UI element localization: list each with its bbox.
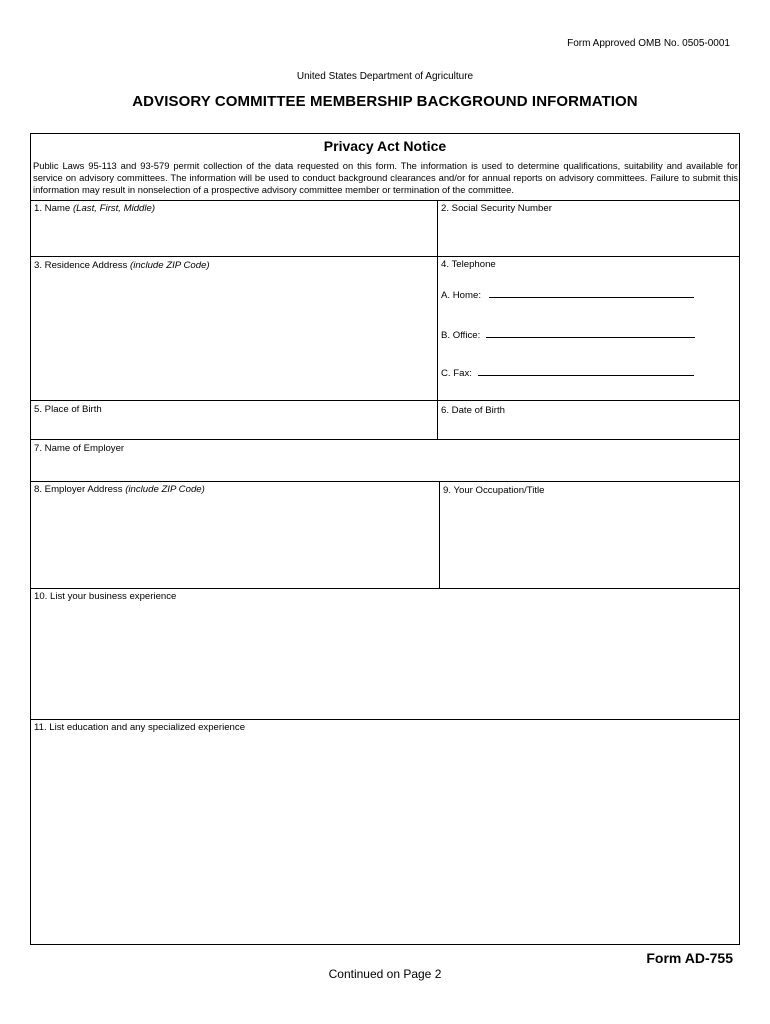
divider (30, 439, 739, 440)
place-of-birth-field[interactable]: 5. Place of Birth (34, 404, 102, 415)
column-divider (437, 256, 438, 400)
fax-input[interactable] (478, 375, 694, 376)
occupation-field[interactable]: 9. Your Occupation/Title (443, 485, 545, 496)
name-label: 1. Name (34, 203, 73, 214)
divider (30, 400, 739, 401)
employer-address-field[interactable] (34, 484, 205, 495)
continued-note: Continued on Page 2 (328, 967, 442, 981)
privacy-notice-text: Public Laws 95-113 and 93-579 permit collection of the data requested on this form. The information is used to determine qualifications, suitability and available for service on advisory committees. The information will be used to conduct background clearances and/or for annual reports on advisory committees. Failure to submit this information may result in nonselection of a prospective advisory committee member or termination of the committee. (33, 160, 738, 195)
employer-address-label: 8. Employer Address (34, 484, 126, 495)
office-phone-label: B. Office: (441, 330, 481, 341)
office-phone-input[interactable] (486, 337, 695, 338)
privacy-notice-title: Privacy Act Notice (323, 138, 447, 154)
omb-approval-line: Form Approved OMB No. 0505-0001 (567, 38, 730, 49)
home-phone-label: A. Home: (441, 290, 481, 301)
residence-address-field[interactable] (34, 260, 210, 271)
column-divider (437, 200, 438, 256)
form-title: ADVISORY COMMITTEE MEMBERSHIP BACKGROUND INFORMATION (132, 93, 638, 110)
residence-address-label: 3. Residence Address (34, 260, 130, 271)
column-divider (439, 481, 440, 588)
date-of-birth-field[interactable]: 6. Date of Birth (441, 405, 505, 416)
name-field[interactable] (34, 203, 155, 214)
form-number: Form AD-755 (646, 950, 733, 966)
business-experience-field[interactable]: 10. List your business experience (34, 591, 177, 602)
divider (30, 200, 739, 201)
divider (30, 588, 739, 589)
telephone-label: 4. Telephone (441, 259, 496, 270)
residence-address-hint: (include ZIP Code) (130, 260, 210, 271)
divider (30, 481, 739, 482)
ssn-field[interactable]: 2. Social Security Number (441, 203, 552, 214)
divider (30, 256, 739, 257)
employer-name-field[interactable]: 7. Name of Employer (34, 443, 125, 454)
fax-label: C. Fax: (441, 368, 472, 379)
home-phone-input[interactable] (489, 297, 694, 298)
form-box (30, 133, 740, 945)
divider (30, 719, 739, 720)
department-name: United States Department of Agriculture (296, 71, 474, 82)
column-divider (437, 400, 438, 439)
education-field[interactable]: 11. List education and any specialized experience (34, 722, 246, 733)
employer-address-hint: (include ZIP Code) (125, 484, 205, 495)
name-hint: (Last, First, Middle) (72, 203, 156, 214)
